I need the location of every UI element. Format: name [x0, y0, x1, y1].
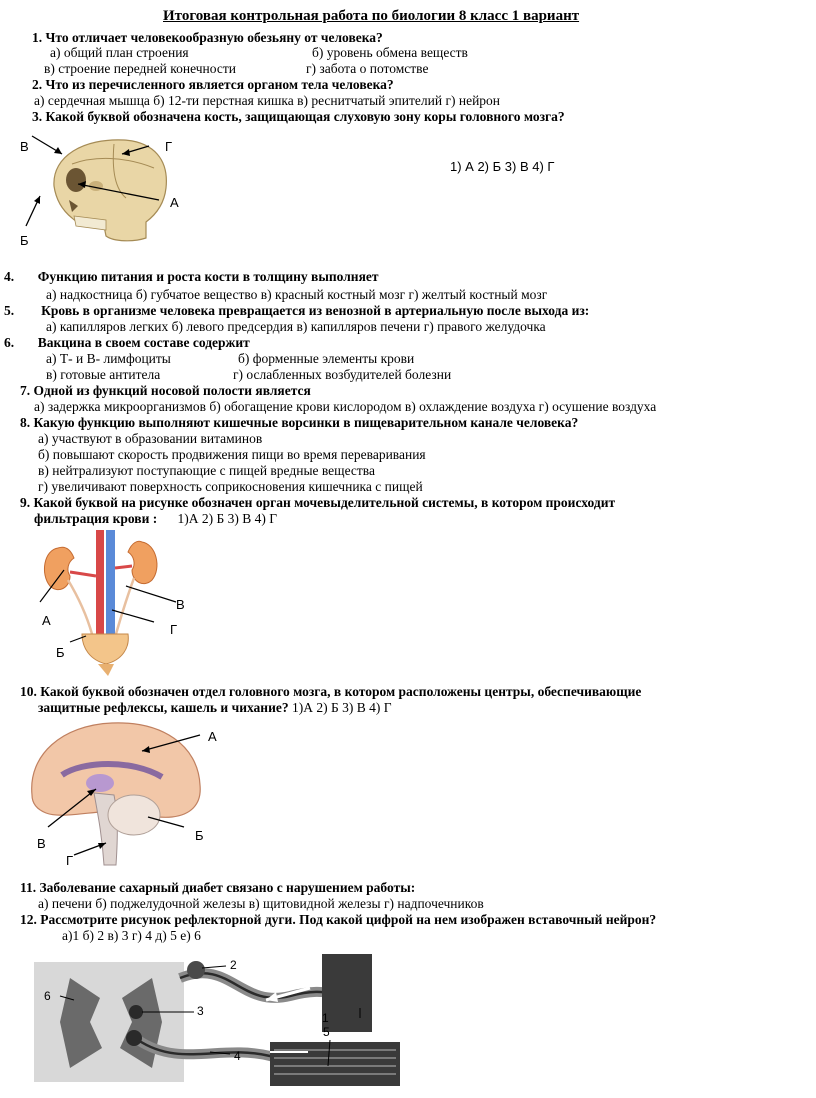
question-8 — [20, 415, 578, 431]
question-12-options: а)1 б) 2 в) 3 г) 4 д) 5 е) 6 — [62, 928, 201, 943]
vena-cava — [106, 530, 115, 640]
question-text: Заболевание сахарный диабет связано с нарушением работы: — [39, 880, 416, 895]
question-text: Рассмотрите рисунок рефлекторной дуги. Под какой цифрой на нем изображен вставочный нейрон? — [40, 912, 657, 927]
question-text: Одной из функций носовой полости является — [33, 383, 311, 398]
question-text: Вакцина в своем составе содержит — [37, 335, 250, 350]
option-c: в) строение передней конечности — [44, 61, 236, 76]
question-number: 12. — [20, 912, 37, 927]
page-title: Итоговая контрольная работа по биологии 8 класс 1 вариант — [163, 8, 580, 24]
interneuron-body — [129, 1005, 143, 1019]
option-d: г) ослабленных возбудителей болезни — [233, 367, 452, 382]
cerebellum — [108, 795, 160, 835]
question-text: Функцию питания и роста кости в толщину выполняет — [37, 269, 379, 284]
question-11 — [20, 880, 415, 896]
question-5 — [4, 303, 589, 319]
question-3-answers: 1) А 2) Б 3) В 4) Г — [450, 159, 555, 174]
question-9 — [20, 495, 615, 511]
thalamus — [86, 774, 114, 792]
question-11-options: а) печени б) поджелудочной железы в) щитовидной железы г) надпочечников — [38, 896, 484, 911]
aorta — [96, 530, 104, 640]
label-6: 6 — [44, 989, 51, 1003]
label-v: В — [37, 836, 46, 851]
label-g: Г — [165, 139, 173, 154]
label-g: Г — [170, 622, 178, 637]
question-number: 9. — [20, 495, 31, 510]
question-text: фильтрация крови : — [34, 511, 158, 526]
bladder — [82, 634, 128, 664]
sensory-nerve — [180, 973, 340, 998]
question-number: 2. — [32, 77, 43, 92]
question-number: 3. — [32, 109, 43, 124]
option-b: б) повышают скорость продвижения пищи во время переваривания — [38, 447, 426, 462]
question-2 — [32, 77, 394, 93]
question-number: 10. — [20, 684, 37, 699]
question-3 — [32, 109, 565, 125]
option-d: г) забота о потомстве — [306, 61, 429, 76]
sensory-neuron-body — [187, 961, 205, 979]
question-text: Какую функцию выполняют кишечные ворсинки в пищеварительном канале человека? — [33, 415, 579, 430]
question-10 — [20, 684, 641, 700]
question-text: защитные рефлексы, кашель и чихание? — [38, 700, 289, 715]
question-9-answers: 1)А 2) Б 3) В 4) Г — [177, 511, 278, 526]
question-number: 1. — [32, 30, 43, 45]
option-a: а) участвуют в образовании витаминов — [38, 431, 263, 446]
brain-figure — [22, 715, 222, 870]
question-4-options: а) надкостница б) губчатое вещество в) красный костный мозг г) желтый костный мозг — [46, 287, 548, 302]
urethra — [98, 664, 114, 676]
eye-socket — [66, 168, 86, 192]
question-text: Что отличает человекообразную обезьяну от человека? — [45, 30, 383, 45]
question-10-answers: 1)А 2) Б 3) В 4) Г — [291, 700, 392, 715]
label-b: Б — [195, 828, 204, 843]
question-10-line2 — [38, 700, 392, 716]
question-number: 6. — [4, 335, 15, 350]
question-number: 8. — [20, 415, 31, 430]
motor-neuron-body — [126, 1030, 142, 1046]
option-a: а) Т- и В- лимфоциты — [46, 351, 171, 366]
skull-figure — [14, 126, 204, 251]
option-d: г) увеличивают поверхность соприкосновения кишечника с пищей — [38, 479, 423, 494]
label-v: В — [20, 139, 29, 154]
question-text: Какой буквой обозначен отдел головного мозга, в котором расположены центры, обеспечивающие — [40, 684, 642, 699]
question-7 — [20, 383, 311, 399]
question-number: 7. — [20, 383, 31, 398]
label-b: Б — [20, 233, 29, 248]
option-b: б) форменные элементы крови — [238, 351, 415, 366]
muscle — [270, 1042, 400, 1086]
question-text: Что из перечисленного является органом тела человека? — [45, 77, 394, 92]
label-5: 5 — [323, 1025, 330, 1039]
label-2: 2 — [230, 958, 237, 972]
question-5-options: а) капилляров легких б) левого предсердия в) капилляров печени г) правого желудочка — [46, 319, 546, 334]
question-text: Кровь в организме человека превращается из венозной в артериальную после выхода из: — [41, 303, 590, 318]
option-b: б) уровень обмена веществ — [312, 45, 468, 60]
question-number: 5. — [4, 303, 15, 318]
question-12 — [20, 912, 656, 928]
right-kidney — [128, 541, 157, 583]
question-6 — [4, 335, 250, 351]
question-number: 11. — [20, 880, 37, 895]
arrow-v — [126, 586, 176, 602]
arrow-g — [112, 610, 154, 622]
question-7-options: а) задержка микроорганизмов б) обогащение крови кислородом в) охлаждение воздуха г) осушение воздуха — [34, 399, 657, 414]
question-1 — [32, 30, 383, 46]
label-1: 1 — [322, 1011, 329, 1025]
option-a: а) общий план строения — [50, 45, 189, 60]
option-c: в) готовые антитела — [46, 367, 161, 382]
question-text: Какой буквой на рисунке обозначен орган мочевыделительной системы, в котором происходит — [33, 495, 616, 510]
label-a: А — [208, 729, 217, 744]
leader-2 — [202, 966, 226, 968]
label-a: А — [170, 195, 179, 210]
option-c: в) нейтрализуют поступающие с пищей вредные вещества — [38, 463, 375, 478]
label-4: 4 — [234, 1049, 241, 1063]
reflex-arc-figure — [30, 948, 410, 1096]
question-number: 4. — [4, 269, 15, 284]
label-v: В — [176, 597, 185, 612]
question-text: Какой буквой обозначена кость, защищающая слуховую зону коры головного мозга? — [45, 109, 565, 124]
question-4 — [4, 269, 379, 285]
label-3: 3 — [197, 1004, 204, 1018]
question-2-options: а) сердечная мышца б) 12-ти перстная кишка в) реснитчатый эпителий г) нейрон — [34, 93, 501, 108]
label-g: Г — [66, 853, 74, 868]
label-b: Б — [56, 645, 65, 660]
question-9-line2 — [34, 511, 277, 527]
label-a: А — [42, 613, 51, 628]
skin-receptor — [322, 954, 372, 1032]
